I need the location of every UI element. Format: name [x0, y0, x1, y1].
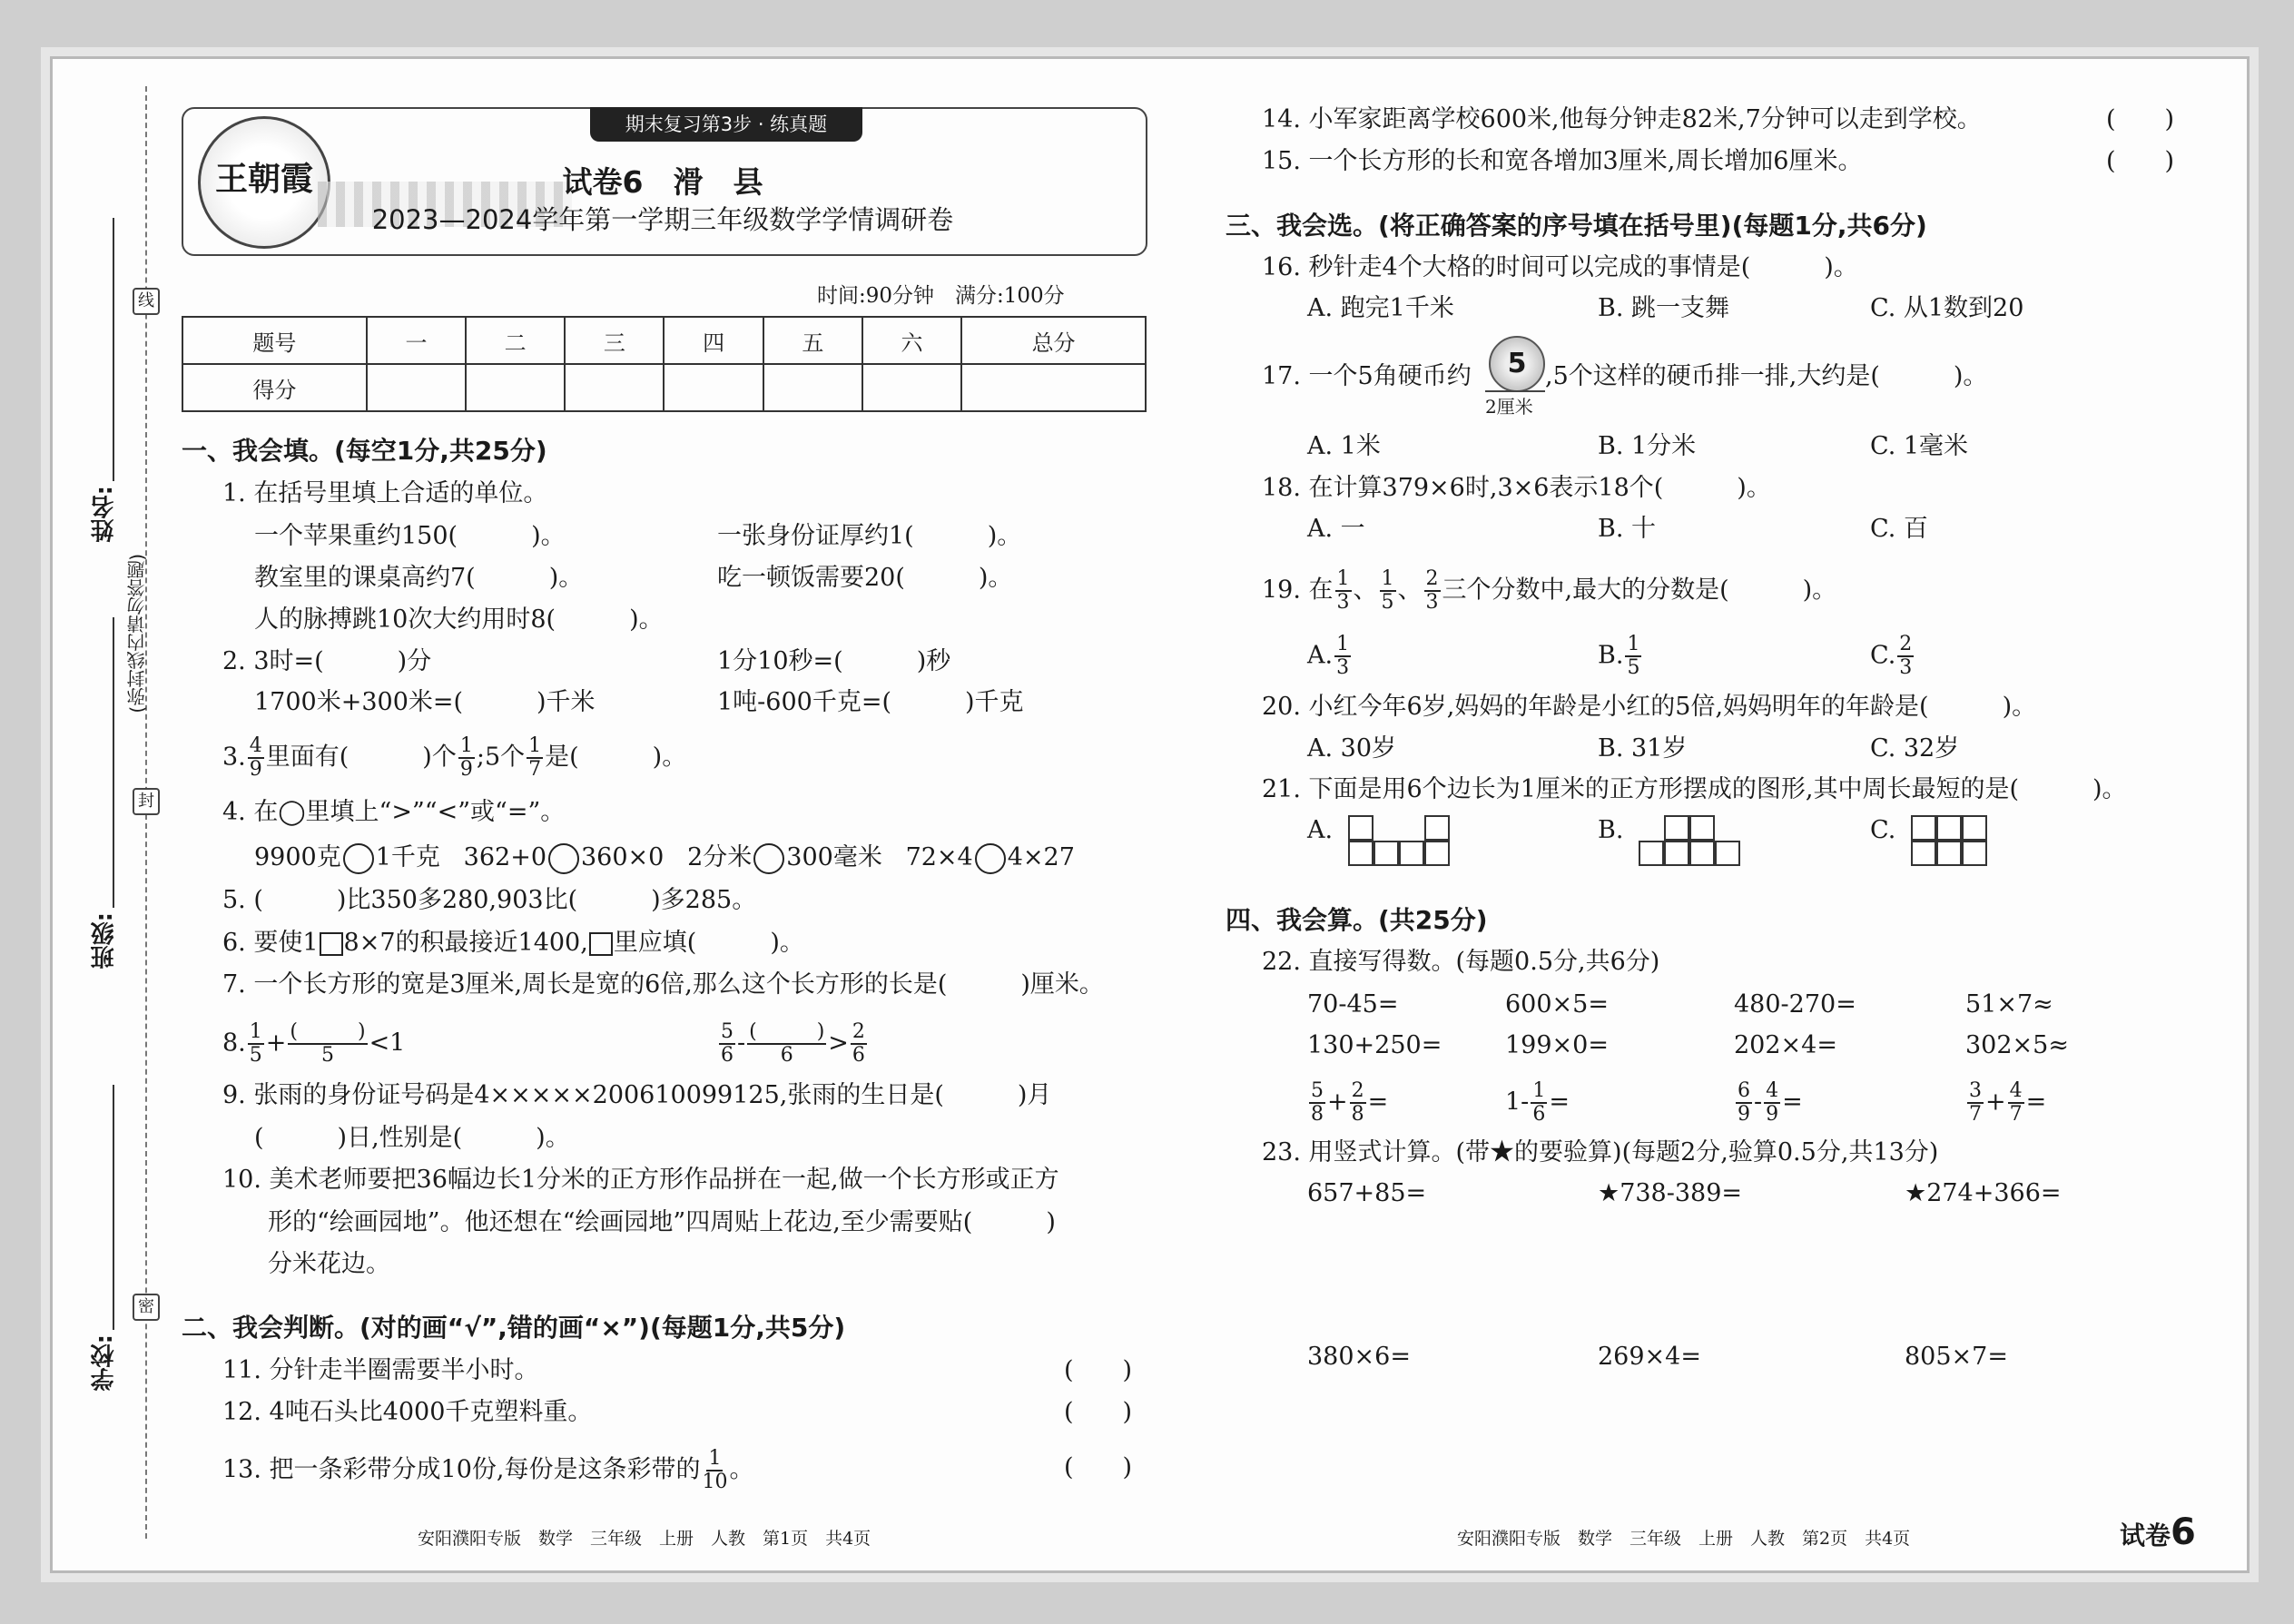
- denominator: 8: [1311, 1103, 1324, 1126]
- q4-c-left: 2分米: [687, 843, 753, 871]
- fraction-1-5: [1380, 568, 1396, 614]
- score-cell[interactable]: [664, 364, 763, 411]
- numerator: 2: [1351, 1079, 1364, 1102]
- score-header-cell: 题号: [182, 317, 367, 364]
- calc-item: 130+250=: [1307, 1031, 1442, 1059]
- score-cell[interactable]: [367, 364, 466, 411]
- question-13: 13. 把一条彩带分成10份,每份是这条彩带的 $\frac{1}{10}$ 。: [222, 1447, 754, 1493]
- question-15: 15. 一个长方形的长和宽各增加3厘米,周长增加6厘米。: [1262, 147, 1863, 175]
- blank-square[interactable]: [589, 932, 613, 956]
- q21-option-b[interactable]: B.: [1598, 816, 1624, 844]
- footer-left: 安阳濮阳专版 数学 三年级 上册 人教 第1页 共4页: [418, 1529, 871, 1549]
- numerator: 5: [721, 1020, 733, 1043]
- numerator: 1: [1336, 567, 1350, 590]
- compare-circle[interactable]: [975, 843, 1006, 874]
- denominator: 6: [1532, 1103, 1546, 1126]
- q2-item-a: 2. 3时=( )分: [222, 647, 432, 675]
- numerator: 4: [249, 734, 262, 757]
- numerator: 2: [1899, 633, 1913, 655]
- seal-mark-line: 线: [133, 288, 160, 315]
- answer-paren-12[interactable]: ( ): [1064, 1398, 1133, 1426]
- q3-text-3: 是( )。: [545, 743, 687, 772]
- numerator: 1: [249, 1020, 262, 1043]
- name-label: 姓名:: [91, 486, 118, 543]
- q3-text-2: ;5个: [476, 743, 526, 772]
- q4-a-right: 1千克: [375, 843, 440, 871]
- fraction-1-5: [248, 1021, 264, 1067]
- vertical-calc: 805×7=: [1905, 1343, 2008, 1371]
- q13-text: 13. 把一条彩带分成10份,每份是这条彩带的: [222, 1455, 701, 1484]
- fraction-3-7: [1967, 1080, 1984, 1126]
- question-7: 7. 一个长方形的宽是3厘米,周长是宽的6倍,那么这个长方形的长是( )厘米。: [222, 970, 1104, 999]
- fraction-1-6: [1531, 1080, 1547, 1126]
- vertical-calc: ★738-389=: [1598, 1179, 1743, 1207]
- q21-option-a[interactable]: A.: [1307, 816, 1334, 844]
- score-header-cell: 三: [565, 317, 664, 364]
- q6-text-2: 8×7的积最接近1400,: [343, 929, 588, 957]
- equals: =: [1782, 1088, 1803, 1117]
- score-header-cell: 总分: [961, 317, 1146, 364]
- q4-d-right: 4×27: [1007, 843, 1075, 871]
- coin-image: 5: [1489, 336, 1545, 392]
- denominator: 8: [1351, 1103, 1364, 1126]
- q1-item-b: 一张身份证厚约1( )。: [717, 522, 1022, 550]
- q4-d-left: 72×4: [905, 843, 973, 871]
- seal-mark-seal: 封: [133, 788, 160, 815]
- numerator: 1: [1336, 633, 1350, 655]
- q6-text-3: 里应填( )。: [613, 929, 804, 957]
- q19-text-2: 三个分数中,最大的分数是( )。: [1442, 576, 1837, 605]
- vertical-calc: ★274+366=: [1905, 1179, 2062, 1207]
- numerator: 1: [1627, 633, 1640, 655]
- seal-mark-secret: 密: [133, 1294, 160, 1321]
- question-6: [222, 928, 804, 959]
- fraction-1-3: [1334, 634, 1351, 679]
- blank-square[interactable]: [320, 932, 343, 956]
- question-8-b: $\frac{5}{6}$ - $\frac{( )}{6}$ > $\frac{2}{6}$: [721, 1020, 865, 1067]
- answer-paren-13[interactable]: ( ): [1064, 1453, 1133, 1481]
- numerator: 1: [708, 1447, 722, 1470]
- q1-item-d: 吃一顿饭需要20( )。: [717, 564, 1013, 592]
- question-17-pre: 17. 一个5角硬币约: [1262, 362, 1472, 390]
- q1-item-a: 一个苹果重约150( )。: [254, 522, 566, 550]
- page-subtitle: 2023—2024学年第一学期三年级数学学情调研卷: [371, 204, 954, 235]
- score-header-cell: 四: [664, 317, 763, 364]
- calc-item-fraction-3: [1734, 1080, 1803, 1126]
- calc-item: 51×7≈: [1965, 990, 2053, 1019]
- unit-square: [1689, 815, 1715, 841]
- q17-option-b[interactable]: B. 1分米: [1598, 432, 1697, 460]
- vertical-calc: 657+85=: [1307, 1179, 1427, 1207]
- q18-option-a[interactable]: A. 一: [1307, 515, 1365, 543]
- denominator: 9: [1766, 1103, 1779, 1126]
- plus: +: [1327, 1088, 1348, 1117]
- denominator: 6: [852, 1044, 865, 1067]
- numerator: 4: [1766, 1079, 1779, 1102]
- plus: +: [1985, 1088, 2006, 1117]
- fraction-blank-6[interactable]: [747, 1021, 826, 1067]
- fraction-4-7: [2008, 1080, 2024, 1126]
- fraction-6-9: [1736, 1080, 1752, 1126]
- unit-square: [1664, 841, 1689, 866]
- fraction-2-3: [1424, 568, 1441, 614]
- unit-square: [1911, 841, 1936, 866]
- separator: 、: [1397, 576, 1423, 605]
- q19-option-c[interactable]: [1870, 634, 1915, 679]
- numerator: ( ): [749, 1020, 825, 1043]
- score-header-cell: 一: [367, 317, 466, 364]
- q2-item-d: 1吨-600千克=( )千克: [717, 688, 1024, 716]
- score-header-cell: 六: [862, 317, 961, 364]
- numerator: 2: [852, 1020, 865, 1043]
- fraction-1-3: [1335, 568, 1352, 614]
- fraction-1-10: [702, 1448, 727, 1493]
- unit-square: [1715, 841, 1740, 866]
- answer-paren-11[interactable]: ( ): [1064, 1356, 1133, 1384]
- unit-square: [1424, 815, 1450, 841]
- exam-badge: [2120, 1511, 2196, 1553]
- fraction-5-8: [1309, 1080, 1325, 1126]
- option-letter: C.: [1870, 641, 1896, 670]
- question-8: 8. $\frac{1}{5}$ + $\frac{( )}{5}$ <1: [222, 1020, 406, 1067]
- seal-note: (弥封线内请勿答题): [126, 554, 148, 714]
- calc-item-fraction-4: [1965, 1080, 2046, 1126]
- question-19: [1262, 568, 1836, 614]
- q18-option-c[interactable]: C. 百: [1870, 515, 1928, 543]
- q8-number: 8.: [222, 1029, 246, 1058]
- q2-item-c: 1700米+300米=( )千米: [254, 688, 596, 716]
- option-letter: B.: [1598, 641, 1624, 670]
- q8-gt: >: [828, 1029, 849, 1058]
- numerator: ( ): [290, 1020, 366, 1043]
- denominator: 5: [1627, 656, 1640, 679]
- unit-square: [1664, 815, 1689, 841]
- unit-square: [1639, 841, 1664, 866]
- banner: 期末复习第3步 · 练真题: [590, 107, 862, 142]
- numerator: 1: [1381, 567, 1394, 590]
- minus: -: [1754, 1088, 1763, 1117]
- unit-square: [1911, 815, 1936, 841]
- numerator: 1: [528, 734, 542, 757]
- unit-square: [1962, 841, 1987, 866]
- question-4: 4. 在◯里填上“>”“<”或“=”。: [222, 798, 566, 826]
- question-9-line-1: 9. 张雨的身份证号码是4×××××200610099125,张雨的生日是( )月: [222, 1081, 1052, 1109]
- question-17-post: ,5个这样的硬币排一排,大约是( )。: [1545, 362, 1988, 390]
- question-18: 18. 在计算379×6时,3×6表示18个( )。: [1262, 474, 1771, 502]
- class-field[interactable]: [113, 617, 114, 908]
- question-5: 5. ( )比350多280,903比( )多285。: [222, 886, 757, 914]
- denominator: 9: [459, 758, 473, 781]
- answer-paren-15[interactable]: ( ): [2106, 147, 2175, 175]
- page-title: 试卷6 滑 县: [562, 164, 763, 200]
- equals: =: [1367, 1088, 1389, 1117]
- denominator: 3: [1336, 656, 1350, 679]
- question-14: 14. 小军家距离学校600米,他每分钟走82米,7分钟可以走到学校。: [1262, 105, 1982, 133]
- fraction-1-9: [458, 735, 475, 781]
- compare-circle[interactable]: [753, 843, 784, 874]
- unit-square: [1424, 841, 1450, 866]
- score-header-cell: 五: [763, 317, 862, 364]
- logo-text: 王朝霞: [214, 160, 313, 198]
- question-9-line-2: ( )日,性别是( )。: [254, 1124, 570, 1152]
- equals: =: [2025, 1088, 2047, 1117]
- score-cell[interactable]: [961, 364, 1146, 411]
- school-label: 学校:: [91, 1334, 118, 1392]
- denominator: 7: [1969, 1103, 1982, 1126]
- option-letter: A.: [1307, 641, 1334, 670]
- calc-item: 600×5=: [1505, 990, 1609, 1019]
- question-3: [222, 735, 686, 781]
- score-cell[interactable]: [862, 364, 961, 411]
- numerator: 6: [1738, 1079, 1750, 1102]
- q4-b-right: 360×0: [581, 843, 665, 871]
- unit-square: [1689, 841, 1715, 866]
- answer-paren-14[interactable]: ( ): [2106, 105, 2175, 133]
- q4-c-right: 300毫米: [786, 843, 882, 871]
- separator: 、: [1353, 576, 1378, 605]
- q18-option-b[interactable]: B. 十: [1598, 515, 1657, 543]
- fraction-2-3: [1897, 634, 1914, 679]
- fraction-blank-5[interactable]: [288, 1021, 367, 1067]
- score-table: [182, 316, 1147, 412]
- badge-number: 6: [2171, 1511, 2196, 1553]
- q16-option-c[interactable]: C. 从1数到20: [1870, 294, 2024, 322]
- fraction-4-9: [248, 735, 264, 781]
- class-label: 班级:: [91, 912, 118, 969]
- calc-item: 202×4=: [1734, 1031, 1837, 1059]
- q20-option-a[interactable]: A. 30岁: [1307, 734, 1397, 763]
- unit-square: [1373, 841, 1399, 866]
- one-minus: 1-: [1505, 1088, 1530, 1117]
- denominator: 5: [1381, 591, 1394, 614]
- calc-item-fraction-1: [1307, 1080, 1388, 1126]
- unit-square: [1936, 815, 1962, 841]
- q20-option-c[interactable]: C. 32岁: [1870, 734, 1960, 763]
- fraction-5-6: [719, 1021, 735, 1067]
- unit-square: [1936, 841, 1962, 866]
- denominator: 9: [249, 758, 262, 781]
- question-10-line-1: 10. 美术老师要把36幅边长1分米的正方形作品拼在一起,做一个长方形或正方: [222, 1166, 1059, 1194]
- calc-item-fraction-2: [1505, 1080, 1570, 1126]
- denominator: 3: [1899, 656, 1913, 679]
- calc-item: 70-45=: [1307, 990, 1399, 1019]
- q16-option-b[interactable]: B. 跳一支舞: [1598, 294, 1730, 322]
- q3-number: 3.: [222, 743, 246, 772]
- q4-a-left: 9900克: [254, 843, 341, 871]
- q4-items: [254, 842, 1075, 874]
- section-4-title: 四、我会算。(共25分): [1226, 905, 1488, 935]
- question-11: 11. 分针走半圈需要半小时。: [222, 1356, 539, 1384]
- numerator: 3: [1969, 1079, 1982, 1102]
- time-score-info: 时间:90分钟 满分:100分: [817, 284, 1065, 308]
- fraction-1-5: [1625, 634, 1641, 679]
- calc-item: 480-270=: [1734, 990, 1856, 1019]
- q17-option-c[interactable]: C. 1毫米: [1870, 432, 1969, 460]
- question-12: 12. 4吨石头比4000千克塑料重。: [222, 1398, 593, 1426]
- equals: =: [1549, 1088, 1570, 1117]
- score-row-label: 得分: [182, 364, 367, 411]
- question-23: 23. 用竖式计算。(带★的要验算)(每题2分,验算0.5分,共13分): [1262, 1138, 1939, 1166]
- section-2-title: 二、我会判断。(对的画“√”,错的画“×”)(每题1分,共5分): [182, 1313, 846, 1343]
- badge-prefix: 试卷: [2120, 1521, 2171, 1550]
- question-16: 16. 秒针走4个大格的时间可以完成的事情是( )。: [1262, 253, 1858, 281]
- numerator: 1: [459, 734, 473, 757]
- q17-option-a[interactable]: A. 1米: [1307, 432, 1381, 460]
- compare-circle[interactable]: [343, 843, 374, 874]
- section-1-title: 一、我会填。(每空1分,共25分): [182, 436, 547, 466]
- fraction-1-7: [527, 735, 543, 781]
- denominator: 6: [780, 1044, 793, 1067]
- unit-square: [1962, 815, 1987, 841]
- unit-square: [1348, 815, 1373, 841]
- score-header-cell: 二: [466, 317, 565, 364]
- question-21: 21. 下面是用6个边长为1厘米的正方形摆成的图形,其中周长最短的是( )。: [1262, 775, 2127, 803]
- question-10-line-3: 分米花边。: [268, 1250, 390, 1278]
- numerator: 1: [1532, 1079, 1546, 1102]
- denominator: 7: [528, 758, 542, 781]
- denominator: 10: [702, 1471, 728, 1493]
- question-20: 20. 小红今年6岁,妈妈的年龄是小红的5倍,妈妈明年的年龄是( )。: [1262, 693, 2037, 721]
- question-1: 1. 在括号里填上合适的单位。: [222, 479, 548, 507]
- score-cell[interactable]: [466, 364, 565, 411]
- denominator: 9: [1738, 1103, 1750, 1126]
- q4-b-left: 362+0: [463, 843, 546, 871]
- name-field[interactable]: [113, 218, 114, 481]
- q19-option-b[interactable]: [1598, 634, 1643, 679]
- q6-text-1: 6. 要使1: [222, 929, 319, 957]
- denominator: 5: [320, 1044, 334, 1067]
- numerator: 5: [1311, 1079, 1324, 1102]
- fraction-2-6: [851, 1021, 867, 1067]
- numerator: 2: [1425, 567, 1439, 590]
- q1-item-c: 教室里的课桌高约7( )。: [254, 564, 584, 592]
- q3-text-1: 里面有( )个: [265, 743, 457, 772]
- q8-lt: <1: [369, 1029, 406, 1058]
- school-field[interactable]: [113, 1085, 114, 1330]
- unit-square: [1399, 841, 1424, 866]
- denominator: 6: [721, 1044, 733, 1067]
- q1-item-e: 人的脉搏跳10次大约用时8( )。: [254, 605, 664, 634]
- footer-right: 安阳濮阳专版 数学 三年级 上册 人教 第2页 共4页: [1457, 1529, 1911, 1549]
- numerator: 4: [2009, 1079, 2023, 1102]
- fraction-4-9: [1764, 1080, 1780, 1126]
- compare-circle[interactable]: [548, 843, 579, 874]
- q21-option-c[interactable]: C.: [1870, 816, 1896, 844]
- q19-option-a[interactable]: [1307, 634, 1353, 679]
- q16-option-a[interactable]: A. 跑完1千米: [1307, 294, 1454, 322]
- score-cell[interactable]: [565, 364, 664, 411]
- fraction-2-8: [1350, 1080, 1366, 1126]
- vertical-calc: 269×4=: [1598, 1343, 1701, 1371]
- denominator: 3: [1336, 591, 1350, 614]
- denominator: 7: [2009, 1103, 2023, 1126]
- vertical-calc: 380×6=: [1307, 1343, 1411, 1371]
- section-3-title: 三、我会选。(将正确答案的序号填在括号里)(每题1分,共6分): [1226, 211, 1927, 241]
- unit-square: [1348, 841, 1373, 866]
- q20-option-b[interactable]: B. 31岁: [1598, 734, 1688, 763]
- question-10-line-2: 形的“绘画园地”。他还想在“绘画园地”四周贴上花边,至少需要贴( ): [268, 1208, 1056, 1236]
- coin-width-label: 2厘米: [1485, 396, 1533, 418]
- question-22: 22. 直接写得数。(每题0.5分,共6分): [1262, 948, 1660, 976]
- calc-item: 199×0=: [1505, 1031, 1609, 1059]
- denominator: 5: [249, 1044, 262, 1067]
- q2-item-b: 1分10秒=( )秒: [717, 647, 951, 675]
- q19-text-1: 19. 在: [1262, 576, 1334, 605]
- denominator: 3: [1425, 591, 1439, 614]
- calc-item: 302×5≈: [1965, 1031, 2069, 1059]
- score-cell[interactable]: [763, 364, 862, 411]
